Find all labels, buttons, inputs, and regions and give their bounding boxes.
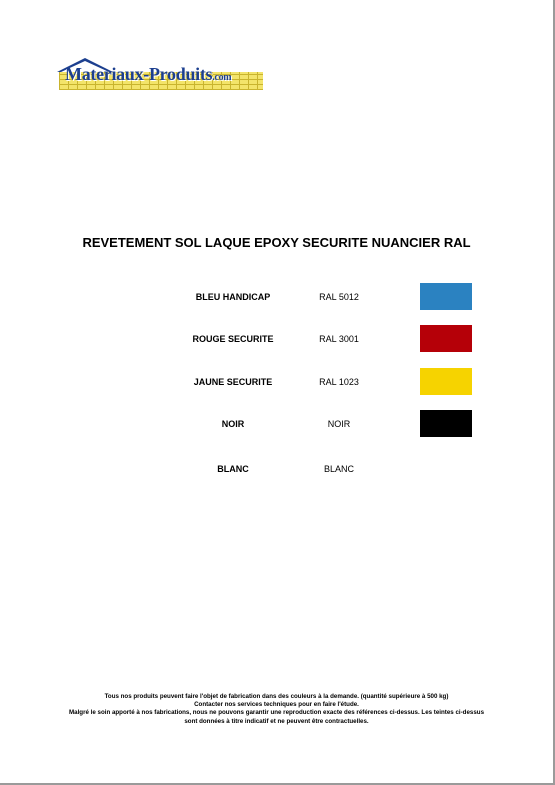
color-code: RAL 5012 (319, 292, 359, 302)
footer-disclaimer (0, 693, 553, 726)
color-name: JAUNE SECURITE (193, 377, 273, 387)
color-row (0, 410, 553, 438)
footer-line: Contacter nos services techniques pour en faire l'étude. (194, 701, 359, 709)
color-code: RAL 1023 (319, 377, 359, 387)
footer-line: sont données à titre indicatif et ne peuvent être contractuelles. (184, 717, 369, 725)
footer-line: Tous nos produits peuvent faire l'objet de fabrication dans des couleurs à la demande. (quantité supérieure à 500 kg) (104, 693, 449, 700)
color-name: BLEU HANDICAP (195, 292, 271, 302)
color-name: ROUGE SECURITE (192, 334, 274, 344)
color-code: BLANC (323, 464, 354, 474)
logo (55, 56, 263, 92)
color-row (0, 325, 553, 353)
logo-suffix: .com (212, 72, 232, 83)
color-swatch (420, 410, 472, 437)
color-swatch (420, 283, 472, 310)
color-swatch (420, 368, 472, 395)
logo-name: Materiaux-Produits (65, 64, 213, 84)
color-swatch (420, 325, 472, 352)
page-title: REVETEMENT SOL LAQUE EPOXY SECURITE NUANCIER RAL (82, 235, 471, 250)
color-name: BLANC (217, 464, 249, 474)
color-row (0, 283, 553, 311)
color-code: RAL 3001 (319, 334, 359, 344)
logo-text (65, 64, 231, 85)
footer-line: Malgré le soin apporté à nos fabrications, nous ne pouvons garantir une reproduction exacte des références ci-dessus. Les teintes ci-dessus (68, 709, 485, 717)
color-swatch (420, 455, 472, 482)
color-row (0, 455, 553, 483)
color-row (0, 368, 553, 396)
color-name: NOIR (221, 419, 245, 429)
color-code: NOIR (327, 419, 351, 429)
